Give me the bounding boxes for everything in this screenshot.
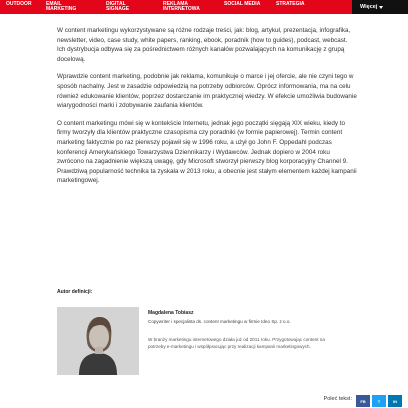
nav-item-email-marketing[interactable]: EMAIL MARKETING	[46, 1, 77, 12]
article-paragraph-2: Wprawdzie content marketing, podobnie jak reklama, komunikuje o marce i jej ofercie, ale nie czyni tego w sposób nachalny. Jest w zasadzie odpowiedzią na potrzeby odbiorców. Oprócz informowania, ma na celu również edukowanie klientów, poprzez dostarczanie im praktycznej wiedzy. W efekcie umożliwia budowanie wiarygodności marki i zdobywanie zaufania klientów.	[57, 73, 357, 110]
more-label: Więcej	[360, 4, 378, 10]
nav-item-digital-signage[interactable]: DIGITAL SIGNAGE	[106, 1, 130, 12]
author-name: Magdalena Tobiasz	[148, 310, 194, 316]
top-navigation	[0, 0, 408, 14]
twitter-share-button[interactable]	[372, 395, 386, 407]
author-photo	[57, 307, 139, 375]
nav-item-social-media[interactable]: SOCIAL MEDIA	[224, 1, 261, 7]
facebook-share-button[interactable]	[356, 395, 370, 407]
author-role: Copywriter i specjalista ds. content marketingu w firmie Ideo Sp. z o.o.	[148, 319, 291, 324]
article-body	[57, 26, 357, 194]
author-portrait-icon	[57, 307, 139, 375]
nav-item-outdoor[interactable]: OUTDOOR	[6, 1, 32, 7]
more-menu-button[interactable]	[352, 0, 408, 14]
linkedin-share-button[interactable]	[388, 395, 402, 407]
author-label: Autor definicji:	[57, 289, 93, 295]
article-paragraph-1: W content marketingu wykorzystywane są różne rodzaje treści, jak: blog, artykuł, prezentacja, infografika, newsletter, video, case study, white papers, ranking, ebook, poradnik (how to guides), podcast, webcast. Ich dystrybucja odbywa się za pośrednictwem różnych kanałów pozwalających na komunikację z grupą docelową.	[57, 27, 351, 63]
author-bio: W branży marketingu internetowego działa już od 2011 roku. Przygotowując content na potrzeby e-marketingu i współpracując przy realizacji kampanii marketingowych.	[148, 337, 325, 350]
caret-down-icon	[379, 6, 383, 9]
article-paragraph-3: O content marketingu mówi się w kontekście Internetu, jednak jego początki sięgają XIX wieku, kiedy to firmy tworzyły dla klientów praktyczne czasopisma czy poradniki (w formie papierowej). Termin content marketing faktycznie po raz pierwszy pojawił się w 1996 roku, a użył go John F. Oppedahl podczas konferencji Amerykańskiego Towarzystwa Dziennikarzy i Wydawców. Jednak dopiero w 2004 roku zwrócono na zagadnienie większą uwagę, gdy Microsoft stworzył pierwszy blog korporacyjny Channel 9. Prawdziwą popularność technika ta zyskała w 2013 roku, a obecnie jest stałym elementem każdej kampanii marketingowej.	[57, 119, 357, 185]
share-bar	[0, 392, 408, 408]
facebook-icon: FB	[360, 398, 366, 404]
nav-item-reklama-internetowa[interactable]: REKLAMA INTERNETOWA	[163, 1, 200, 12]
nav-item-strategia[interactable]: STRATEGIA	[276, 1, 305, 7]
share-label: Poleć tekst:	[323, 396, 352, 402]
twitter-icon: T	[377, 398, 381, 404]
linkedin-icon: IN	[393, 398, 397, 404]
